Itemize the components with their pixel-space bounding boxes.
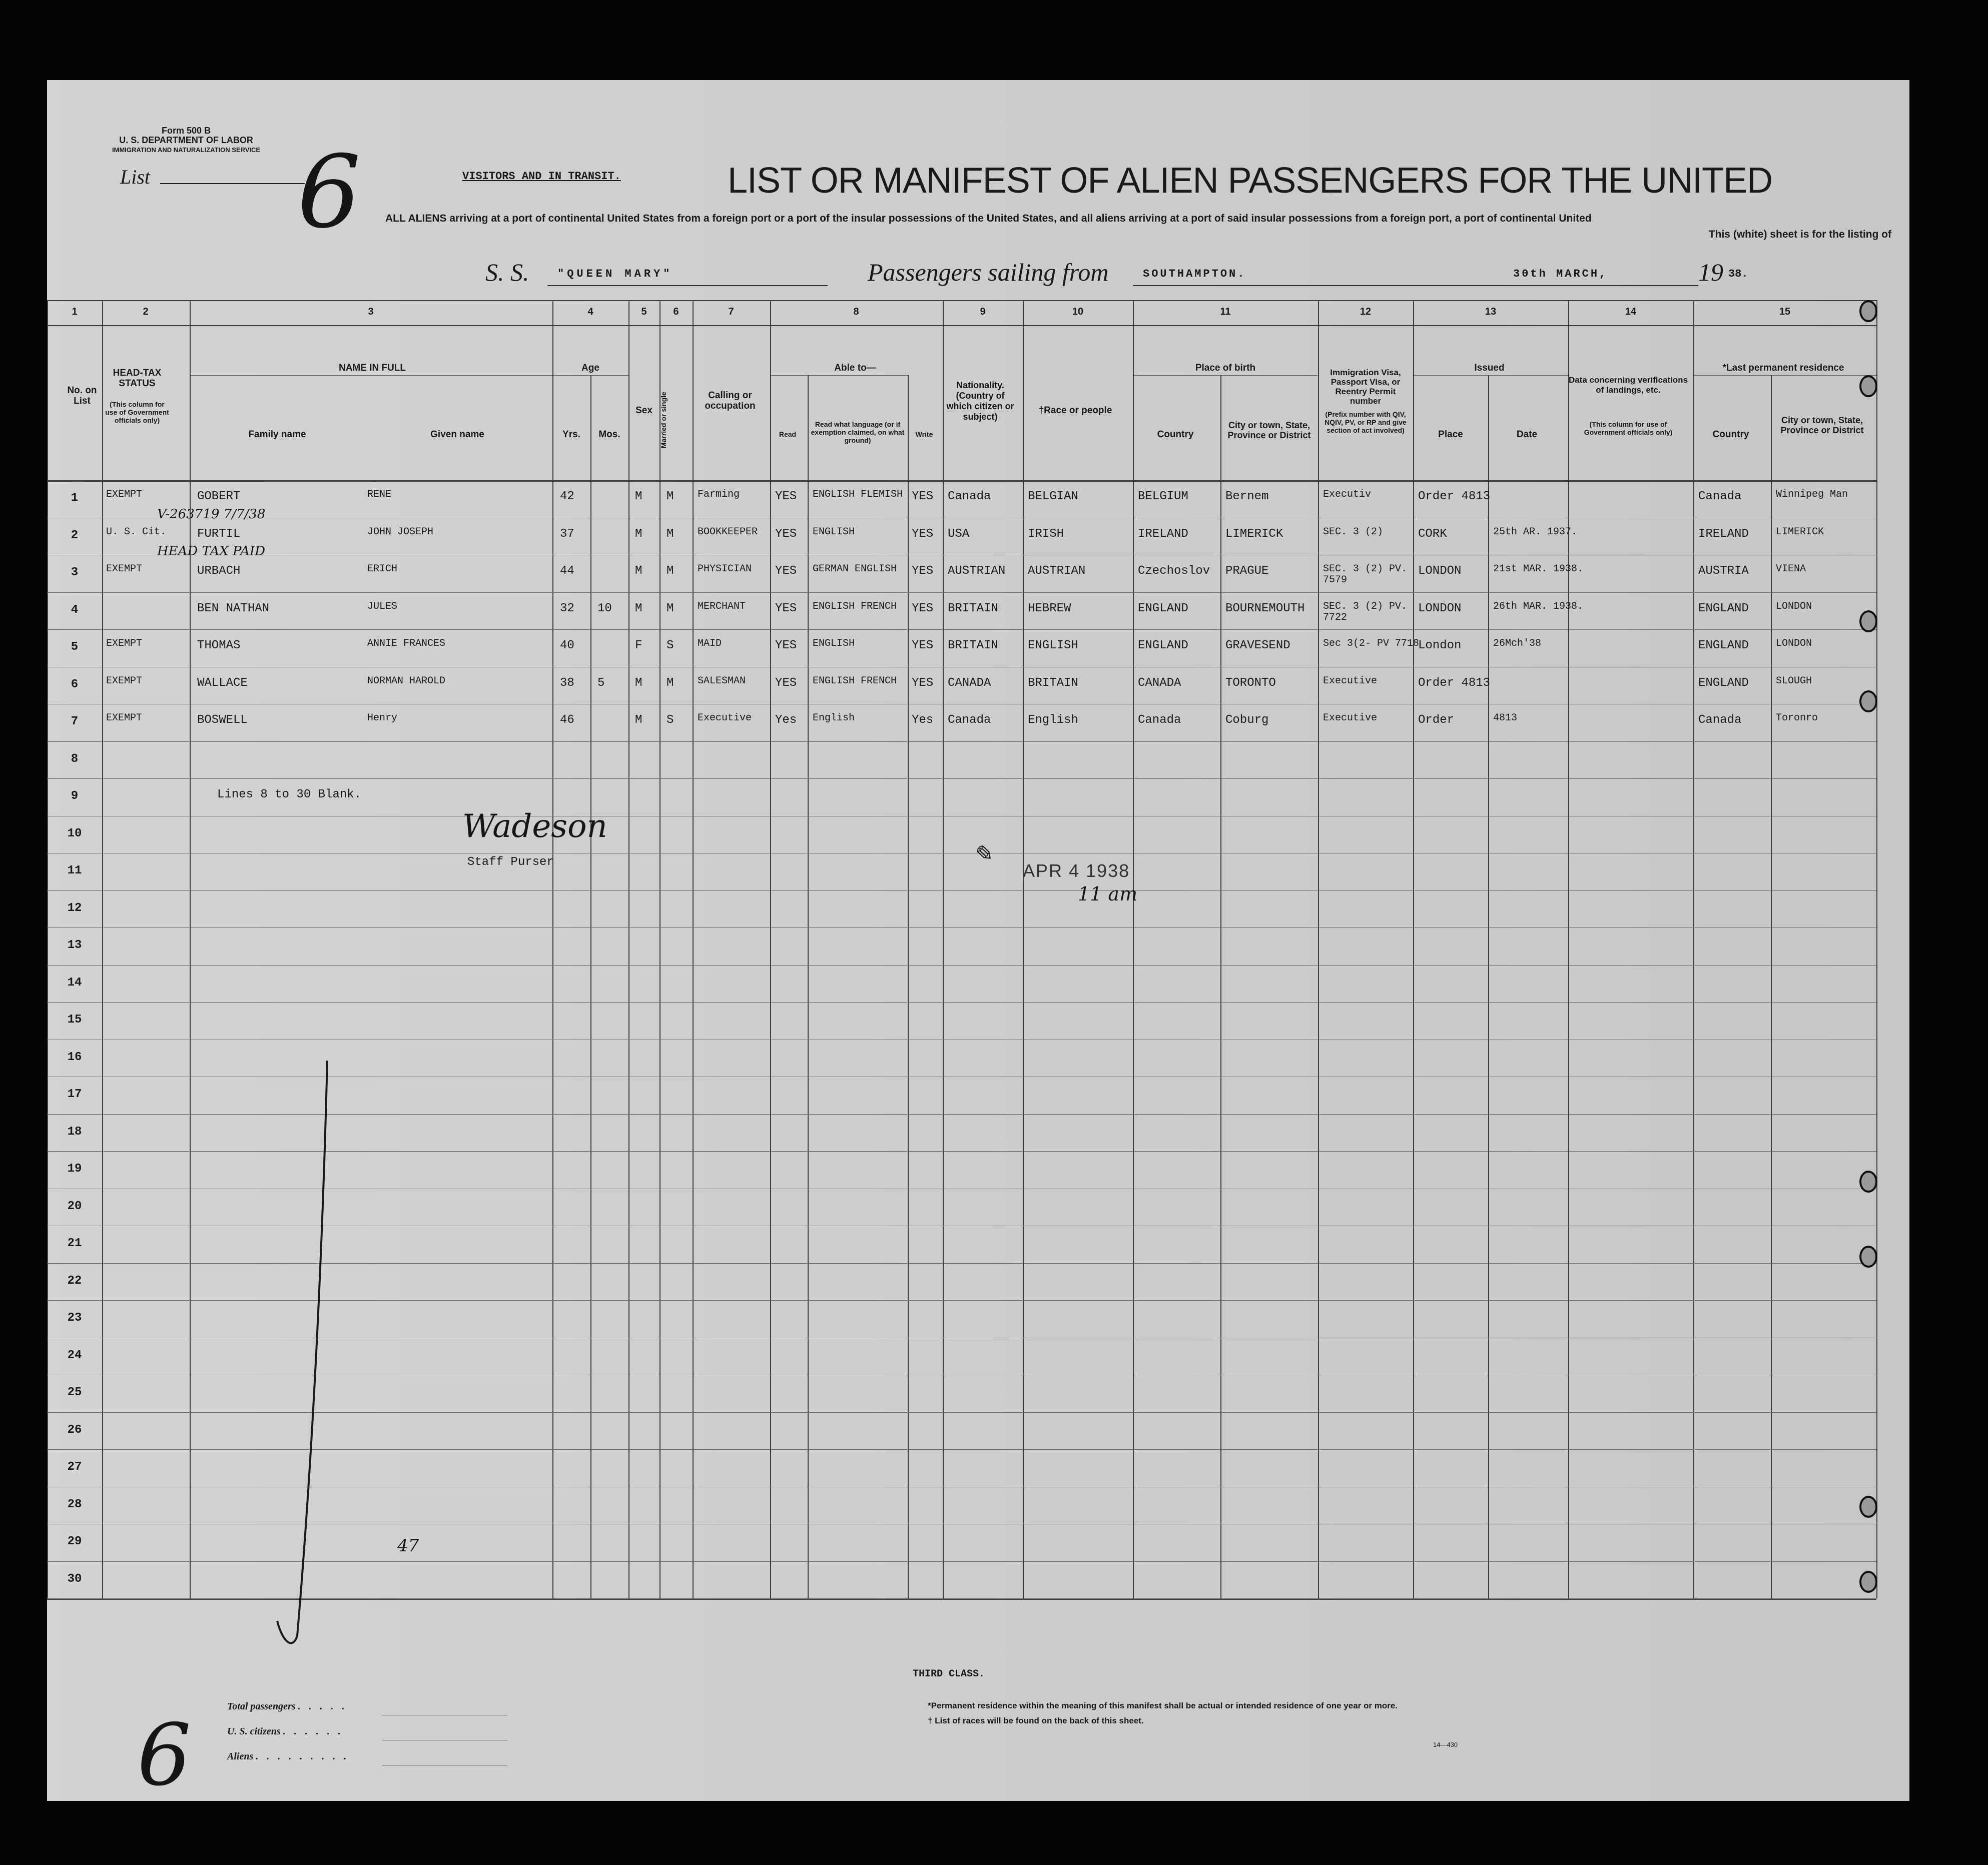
occupation: MAID (698, 638, 722, 649)
race: HEBREW (1028, 601, 1071, 615)
head-tax-status: EXEMPT (106, 675, 143, 687)
birth-country: ENGLAND (1138, 601, 1188, 615)
nationality: Canada (948, 713, 991, 727)
header-married: Married or single (659, 392, 668, 449)
visa-number: SEC. 3 (2) PV. 7579 (1323, 563, 1408, 586)
table-row (47, 927, 1876, 965)
head-tax-status: EXEMPT (106, 489, 143, 500)
binder-hole (1859, 690, 1877, 712)
issued-date: 4813 (1493, 712, 1518, 724)
header-read-language: Read what language (or if exemption claimed, on what ground) (811, 420, 905, 444)
binder-hole (1859, 300, 1877, 322)
header-last-residence: *Last permanent residence (1722, 363, 1844, 373)
birth-city: Coburg (1225, 713, 1269, 727)
birth-country: IRELAND (1138, 527, 1188, 541)
year-suffix: 38. (1728, 268, 1748, 280)
row-number: 15 (67, 1013, 82, 1027)
nationality: Canada (948, 490, 991, 503)
list-underline (160, 183, 305, 184)
sex: M (635, 564, 642, 578)
read-language: ENGLISH FLEMISH (813, 489, 903, 500)
marital-status: S (667, 713, 674, 727)
header-no-on-list: No. on List (67, 385, 97, 406)
row-number: 21 (67, 1237, 82, 1250)
residence-city: LONDON (1776, 600, 1812, 612)
header-able-to: Able to— (834, 363, 876, 373)
header-given-name: Given name (430, 429, 484, 440)
can-read: YES (775, 639, 797, 652)
read-language: ENGLISH FRENCH (813, 600, 897, 612)
sex: F (635, 639, 642, 652)
age-years: 40 (560, 639, 574, 652)
us-citizens-label: U. S. citizens . . . . . . (227, 1726, 344, 1737)
nationality: USA (948, 527, 970, 541)
column-number: 14 (1625, 306, 1637, 317)
occupation: MERCHANT (698, 600, 746, 612)
can-write: YES (912, 527, 934, 541)
residence-city: VIENA (1776, 563, 1806, 575)
occupation: Farming (698, 489, 740, 500)
total-passengers-label: Total passengers . . . . . (227, 1701, 348, 1712)
header-birth-city: City or town, State, Province or District (1227, 420, 1311, 440)
header-res-city: City or town, State, Province or District (1780, 415, 1864, 435)
list-label: List (120, 166, 151, 188)
manifest-description: ALL ALIENS arriving at a port of continental United States from a foreign port or a port of the insular possessions of the United States, and all aliens arriving at a port of said insular possessions from a foreign port, a port of continental United (385, 213, 1592, 224)
age-years: 37 (560, 527, 574, 541)
given-name: ANNIE FRANCES (367, 638, 446, 649)
form-number: Form 500 B (162, 126, 211, 136)
footnote-races: † List of races will be found on the back of this sheet. (928, 1716, 1144, 1725)
given-name: JULES (367, 600, 398, 612)
table-row (47, 506, 1876, 555)
age-years: 46 (560, 713, 574, 727)
birth-city: PRAGUE (1225, 564, 1269, 578)
header-issued-place: Place (1438, 429, 1463, 440)
binder-hole (1859, 1171, 1877, 1193)
visa-number: Executiv (1323, 489, 1372, 500)
issued-place: London (1418, 639, 1462, 652)
table-row (47, 1002, 1876, 1040)
birth-city: Bernem (1225, 490, 1269, 503)
form-code: 14—430 (1433, 1741, 1458, 1748)
can-write: YES (912, 564, 934, 578)
can-read: YES (775, 564, 797, 578)
issued-place: CORK (1418, 527, 1447, 541)
total-handwritten: 6 (137, 1706, 192, 1801)
header-name-in-full: NAME IN FULL (338, 363, 406, 373)
issued-date: 26th MAR. 1938. (1493, 600, 1584, 612)
row-number: 28 (67, 1497, 82, 1511)
column-number: 15 (1779, 306, 1791, 317)
birth-country: Czechoslov (1138, 564, 1210, 578)
table-row (47, 965, 1876, 1003)
row-number: 2 (71, 528, 79, 542)
header-place-of-birth: Place of birth (1195, 363, 1256, 373)
family-name: URBACH (197, 564, 241, 578)
page-count: 47 (397, 1536, 419, 1556)
birth-city: GRAVESEND (1225, 639, 1290, 652)
residence-country: ENGLAND (1698, 639, 1749, 652)
column-number: 9 (980, 306, 986, 317)
age-months: 5 (597, 676, 605, 690)
table-row (47, 890, 1876, 928)
given-name: RENE (367, 489, 392, 500)
row-number: 1 (71, 491, 79, 505)
age-years: 38 (560, 676, 574, 690)
sailing-label: Passengers sailing from (868, 258, 1109, 286)
table-row (47, 816, 1876, 853)
birth-city: TORONTO (1225, 676, 1276, 690)
residence-country: Canada (1698, 490, 1742, 503)
read-language: English (813, 712, 855, 724)
issued-date: 21st MAR. 1938. (1493, 563, 1584, 575)
row-number: 13 (67, 939, 82, 952)
nationality: BRITAIN (948, 601, 998, 615)
birth-country: ENGLAND (1138, 639, 1188, 652)
age-months: 10 (597, 601, 612, 615)
date-underline (1498, 285, 1698, 286)
header-read: Read (779, 430, 797, 438)
row-number: 14 (67, 976, 82, 990)
head-tax-status: U. S. Cit. (106, 526, 167, 538)
head-tax-status: EXEMPT (106, 638, 143, 649)
subheader-line (190, 375, 628, 376)
residence-country: Canada (1698, 713, 1742, 727)
blank-lines-note: Lines 8 to 30 Blank. (217, 788, 362, 801)
row-number: 10 (67, 826, 82, 840)
marital-status: M (667, 490, 674, 503)
binder-hole (1859, 1496, 1877, 1518)
residence-country: IRELAND (1698, 527, 1749, 541)
row-number: 26 (67, 1423, 82, 1437)
year-prefix: 19 (1698, 258, 1723, 286)
issued-place: LONDON (1418, 601, 1462, 615)
race: IRISH (1028, 527, 1064, 541)
signer-title: Staff Purser (467, 855, 554, 869)
family-name: FURTIL (197, 527, 241, 541)
read-language: GERMAN ENGLISH (813, 563, 897, 575)
header-data-note: (This column for use of Government officials only) (1584, 420, 1673, 436)
footnote-residence: *Permanent residence within the meaning of this manifest shall be actual or intended residence of one year or more. (928, 1701, 1398, 1710)
race: BELGIAN (1028, 490, 1078, 503)
can-read: YES (775, 527, 797, 541)
residence-country: ENGLAND (1698, 676, 1749, 690)
subheader-line (1693, 375, 1876, 376)
header-yrs: Yrs. (562, 429, 580, 440)
manifest-sheet (47, 80, 1909, 1801)
header-write: Write (915, 430, 933, 438)
binder-hole (1859, 1571, 1877, 1593)
given-name: ERICH (367, 563, 398, 575)
family-name: THOMAS (197, 639, 241, 652)
department-name: U. S. DEPARTMENT OF LABOR (119, 135, 253, 145)
sex: M (635, 601, 642, 615)
issued-date: 25th AR. 1937. (1493, 526, 1578, 538)
table-row (47, 667, 1876, 704)
table-row (47, 592, 1876, 630)
visa-number: SEC. 3 (2) (1323, 526, 1384, 538)
binder-hole (1859, 1246, 1877, 1268)
row-number: 12 (67, 901, 82, 915)
column-number: 6 (673, 306, 679, 317)
row-number: 17 (67, 1088, 82, 1101)
service-name: IMMIGRATION AND NATURALIZATION SERVICE (112, 146, 261, 154)
ship-name: "QUEEN MARY" (557, 268, 673, 280)
header-issued: Issued (1474, 363, 1505, 373)
header-res-country: Country (1712, 429, 1749, 440)
binder-hole (1859, 375, 1877, 397)
residence-country: ENGLAND (1698, 601, 1749, 615)
issued-date: 26Mch'38 (1493, 638, 1542, 649)
residence-city: SLOUGH (1776, 675, 1812, 687)
given-name: JOHN JOSEPH (367, 526, 434, 538)
marital-status: M (667, 601, 674, 615)
table-row (47, 853, 1876, 890)
total-passengers-text: Total passengers (227, 1701, 296, 1712)
row-number: 29 (67, 1535, 82, 1548)
header-mos: Mos. (598, 429, 620, 440)
residence-city: Toronro (1776, 712, 1818, 724)
can-read: YES (775, 601, 797, 615)
list-number: 6 (297, 134, 361, 251)
port-underline (1133, 285, 1523, 286)
row-number: 20 (67, 1199, 82, 1213)
table-row (47, 741, 1876, 779)
header-sex: Sex (635, 405, 652, 416)
birth-country: Canada (1138, 713, 1181, 727)
race: English (1028, 713, 1078, 727)
pencil-mark (267, 1061, 347, 1661)
occupation: BOOKKEEPER (698, 526, 758, 538)
row-number: 7 (71, 715, 79, 728)
column-number: 2 (143, 306, 149, 317)
grid-top-line (47, 300, 1876, 301)
ss-label: S. S. (485, 258, 529, 286)
header-race: †Race or people (1038, 405, 1112, 416)
given-name: Henry (367, 712, 398, 724)
sailing-date: 30th MARCH, (1513, 268, 1608, 280)
residence-country: AUSTRIA (1698, 564, 1749, 578)
visa-number: Sec 3(2- PV 7718 (1323, 638, 1420, 649)
row-number: 8 (71, 752, 79, 766)
column-number: 11 (1220, 306, 1231, 317)
ship-underline (547, 285, 828, 286)
read-language: ENGLISH FRENCH (813, 675, 897, 687)
arrival-stamp: APR 4 1938 (1023, 860, 1130, 881)
sex: M (635, 527, 642, 541)
row-number: 6 (71, 677, 79, 691)
row-number: 19 (67, 1162, 82, 1176)
sex: M (635, 713, 642, 727)
issued-place: Order (1418, 713, 1455, 727)
purser-signature: Wadeson (462, 808, 607, 845)
age-years: 42 (560, 490, 574, 503)
column-number: 13 (1485, 306, 1497, 317)
column-number: 7 (728, 306, 734, 317)
column-rule (1876, 300, 1877, 1598)
form-header (112, 126, 260, 155)
read-language: ENGLISH (813, 638, 855, 649)
header-age: Age (581, 363, 599, 373)
subheader-line (770, 375, 908, 376)
race: AUSTRIAN (1028, 564, 1086, 578)
head-tax-status: EXEMPT (106, 712, 143, 724)
residence-city: LIMERICK (1776, 526, 1824, 538)
header-calling: Calling or occupation (705, 390, 756, 411)
race: BRITAIN (1028, 676, 1078, 690)
family-name: BOSWELL (197, 713, 248, 727)
can-read: YES (775, 676, 797, 690)
header-head-tax-note: (This column for use of Government officials only) (105, 400, 169, 424)
residence-city: LONDON (1776, 638, 1812, 649)
header-number-line (47, 325, 1876, 326)
header-nationality: Nationality. (Country of which citizen or subject) (946, 380, 1014, 422)
binder-hole (1859, 610, 1877, 632)
header-visa-note: (Prefix number with QIV, NQIV, PV, or RP and give section of act involved) (1324, 410, 1407, 434)
read-language: ENGLISH (813, 526, 855, 538)
row-number: 18 (67, 1125, 82, 1139)
header-family-name: Family name (248, 429, 306, 440)
marital-status: M (667, 527, 674, 541)
aliens-text: Aliens (227, 1751, 254, 1762)
birth-city: BOURNEMOUTH (1225, 601, 1305, 615)
residence-city: Winnipeg Man (1776, 489, 1848, 500)
column-number: 5 (641, 306, 647, 317)
sex: M (635, 490, 642, 503)
issued-place: Order 4813 (1418, 676, 1491, 690)
aliens-label: Aliens . . . . . . . . . (227, 1751, 350, 1762)
nationality: BRITAIN (948, 639, 998, 652)
row-number: 5 (71, 640, 79, 654)
can-read: Yes (775, 713, 797, 727)
marital-status: M (667, 676, 674, 690)
column-number: 12 (1360, 306, 1372, 317)
visa-number: Executive (1323, 675, 1378, 687)
table-row (47, 704, 1876, 741)
column-number: 4 (587, 306, 593, 317)
sex: M (635, 676, 642, 690)
stamp-time: 11 am (1078, 883, 1138, 905)
marital-status: M (667, 564, 674, 578)
row-number: 27 (67, 1460, 82, 1474)
family-name: BEN NATHAN (197, 601, 270, 615)
birth-country: BELGIUM (1138, 490, 1188, 503)
can-write: Yes (912, 713, 934, 727)
row-number: 24 (67, 1348, 82, 1362)
issued-place: Order 4813 (1418, 490, 1491, 503)
row-number: 11 (67, 864, 82, 877)
subheader-line (1133, 375, 1318, 376)
birth-city: LIMERICK (1225, 527, 1283, 541)
can-write: YES (912, 639, 934, 652)
header-issued-date: Date (1516, 429, 1538, 440)
row-number: 16 (67, 1050, 82, 1064)
row-number: 22 (67, 1274, 82, 1288)
row-number: 3 (71, 566, 79, 579)
departure-port: SOUTHAMPTON. (1143, 268, 1246, 280)
occupation: Executive (698, 712, 752, 724)
handwritten-note: HEAD TAX PAID (157, 544, 266, 559)
can-read: YES (775, 490, 797, 503)
class-label: THIRD CLASS. (913, 1668, 985, 1680)
row-number: 30 (67, 1572, 82, 1586)
us-citizens-text: U. S. citizens (227, 1726, 281, 1737)
age-years: 44 (560, 564, 574, 578)
manifest-title: LIST OR MANIFEST OF ALIEN PASSENGERS FOR THE UNITED (728, 161, 1773, 201)
column-number: 3 (368, 306, 374, 317)
header-data-concerning: Data concerning verifications of landings, etc. (1568, 375, 1688, 395)
handwritten-note: V-263719 7/7/38 (157, 506, 266, 522)
race: ENGLISH (1028, 639, 1078, 652)
section-heading: VISITORS AND IN TRANSIT. (462, 170, 621, 183)
can-write: YES (912, 601, 934, 615)
column-number: 1 (72, 306, 78, 317)
row-number: 25 (67, 1386, 82, 1399)
sheet-note: This (white) sheet is for the listing of (1708, 229, 1891, 240)
family-name: WALLACE (197, 676, 248, 690)
nationality: CANADA (948, 676, 991, 690)
column-number: 8 (853, 306, 859, 317)
occupation: SALESMAN (698, 675, 746, 687)
given-name: NORMAN HAROLD (367, 675, 446, 687)
birth-country: CANADA (1138, 676, 1181, 690)
subheader-line (1413, 375, 1568, 376)
occupation: PHYSICIAN (698, 563, 752, 575)
table-row (47, 480, 1876, 518)
nationality: AUSTRIAN (948, 564, 1006, 578)
table-row (47, 544, 1876, 592)
visa-number: Executive (1323, 712, 1378, 724)
row-number: 4 (71, 603, 79, 617)
header-head-tax: HEAD-TAX STATUS (113, 368, 162, 389)
inspector-initials: ✎ (970, 839, 994, 869)
table-row (47, 629, 1876, 667)
row-number: 23 (67, 1311, 82, 1325)
marital-status: S (667, 639, 674, 652)
can-write: YES (912, 676, 934, 690)
issued-place: LONDON (1418, 564, 1462, 578)
age-years: 32 (560, 601, 574, 615)
visa-number: SEC. 3 (2) PV. 7722 (1323, 600, 1408, 623)
header-birth-country: Country (1157, 429, 1194, 440)
head-tax-status: EXEMPT (106, 563, 143, 575)
header-visa: Immigration Visa, Passport Visa, or Reentry Permit number (1330, 368, 1401, 406)
row-number: 9 (71, 789, 79, 803)
can-write: YES (912, 490, 934, 503)
family-name: GOBERT (197, 490, 241, 503)
column-number: 10 (1072, 306, 1084, 317)
